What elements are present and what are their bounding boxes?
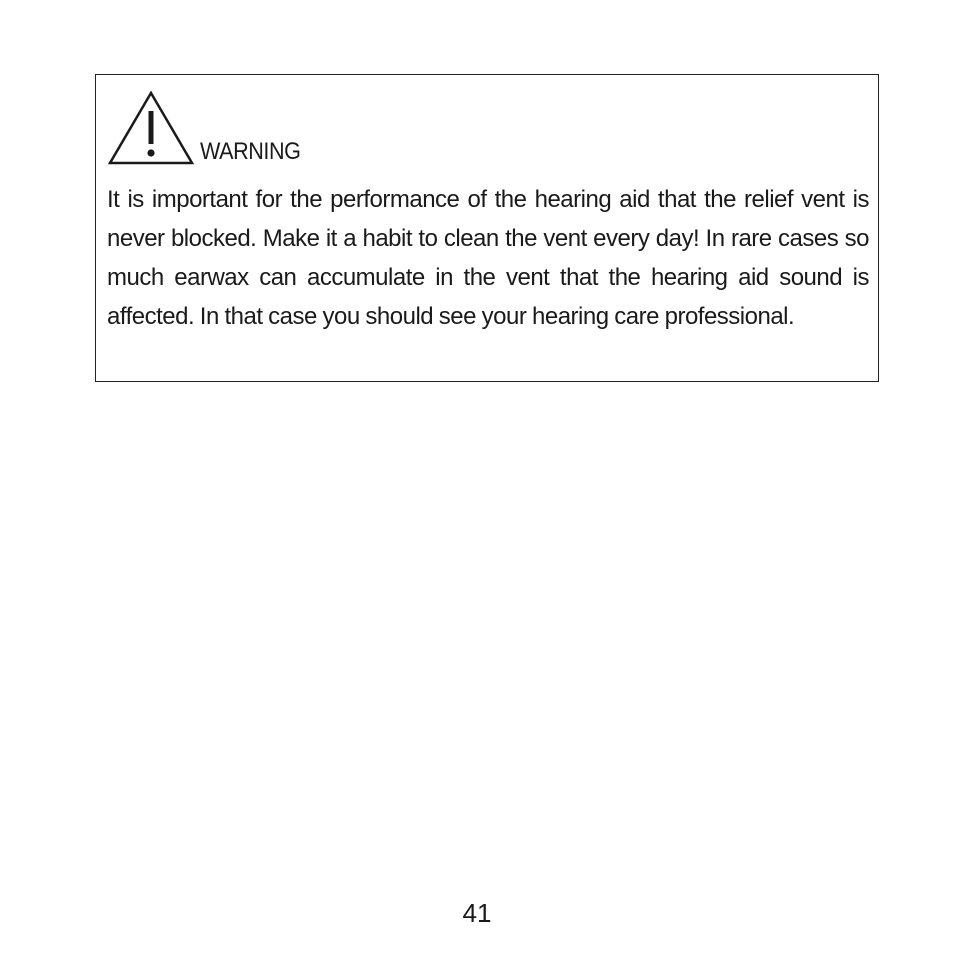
warning-body-text: It is important for the performance of the hearing aid that the relief vent is never blocked. Make it a habit to clean the vent every day! In rare cases so much earwax can accumulate in the vent that the hearing aid sound is affected. In that case you should see your hearing care professional. [107, 186, 869, 330]
page-number: 41 [462, 898, 492, 928]
warning-header [107, 90, 312, 166]
warning-box [95, 74, 879, 382]
warning-triangle-icon [107, 90, 195, 166]
warning-title: WARNING [200, 138, 301, 165]
